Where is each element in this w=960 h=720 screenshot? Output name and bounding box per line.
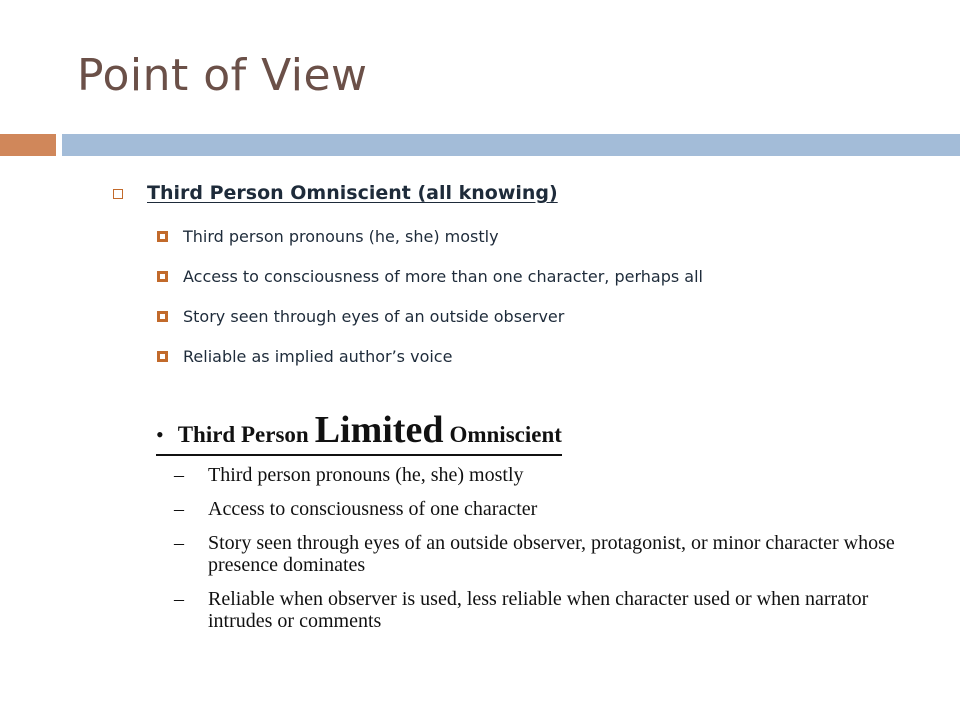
list-item: [157, 296, 703, 336]
section-limited-heading: [156, 408, 562, 456]
list-item-text: Reliable as implied author’s voice: [183, 346, 453, 366]
section-omniscient: [113, 182, 703, 376]
round-bullet-icon: •: [156, 422, 164, 447]
list-item: [174, 464, 914, 486]
square-bullet-icon: [113, 189, 123, 199]
dash-bullet-icon: –: [174, 532, 184, 554]
dash-bullet-icon: –: [174, 498, 184, 520]
square-bullet-icon: [157, 271, 168, 282]
dash-bullet-icon: –: [174, 464, 184, 486]
square-bullet-icon: [157, 231, 168, 242]
list-item-text: Access to consciousness of more than one character, perhaps all: [183, 266, 703, 286]
heading-part-third-person: Third Person: [177, 422, 309, 447]
list-item-text: Third person pronouns (he, she) mostly: [183, 226, 499, 246]
square-bullet-icon: [157, 351, 168, 362]
section-limited-heading-wrap: [156, 408, 562, 456]
square-bullet-icon: [157, 311, 168, 322]
list-item-text: Story seen through eyes of an outside observer, protagonist, or minor character whose presence dominates: [208, 532, 895, 576]
section-limited-omniscient: [156, 408, 914, 644]
list-item: [174, 498, 914, 520]
limited-list: [174, 464, 914, 632]
list-item-text: Third person pronouns (he, she) mostly: [208, 464, 524, 486]
accent-bar-orange: [0, 134, 56, 156]
list-item: [157, 216, 703, 256]
list-item: [157, 336, 703, 376]
list-item-text: Reliable when observer is used, less reliable when character used or when narrator intrudes or comments: [208, 588, 869, 632]
list-item: [174, 532, 914, 576]
list-item: [157, 256, 703, 296]
section-omniscient-heading-row: [113, 182, 703, 204]
section-omniscient-heading: Third Person Omniscient (all knowing): [147, 182, 558, 204]
dash-bullet-icon: –: [174, 588, 184, 610]
accent-bar-blue: [62, 134, 960, 156]
list-item: [174, 588, 914, 632]
list-item-text: Access to consciousness of one character: [208, 498, 538, 520]
heading-part-limited: Limited: [314, 409, 444, 451]
heading-part-omniscient: Omniscient: [449, 422, 562, 447]
list-item-text: Story seen through eyes of an outside observer: [183, 306, 565, 326]
omniscient-list: [157, 216, 703, 376]
slide-title: Point of View: [77, 50, 368, 101]
